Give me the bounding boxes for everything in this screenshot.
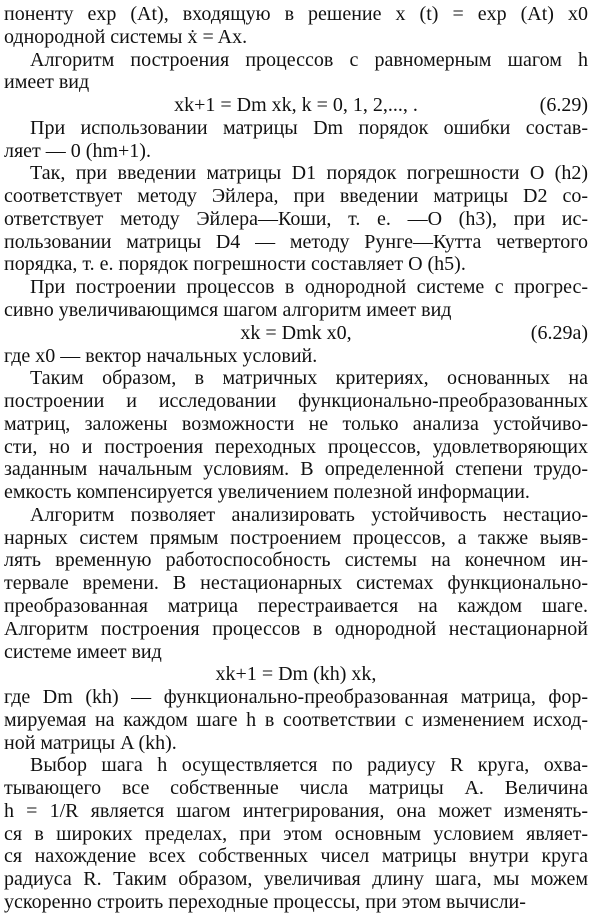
text-line: тервале времени. В нестационарных системах функционально- (4, 572, 588, 594)
equation-body: xk+1 = Dm (kh) xk, (215, 663, 377, 685)
text-line: построении и исследовании функционально-преобразованных (4, 390, 588, 412)
equation-body: xk+1 = Dm xk, k = 0, 1, 2,..., . (174, 94, 418, 116)
text-line: При использовании матрицы Dm порядок ошибки состав- (30, 117, 588, 139)
text-line: где x0 — вектор начальных условий. (4, 345, 318, 367)
equation-number: (6.29а) (530, 322, 588, 344)
text-line: радиуса R. Таким образом, увеличивая длину шага, мы можем (4, 868, 588, 890)
text-line: соответствует методу Эйлера, при введении матрицы D2 со- (4, 185, 588, 207)
text-line: ляет — 0 (hm+1). (4, 140, 151, 162)
text-line: ной матрицы A (kh). (4, 732, 177, 754)
text-line: Алгоритм построения процессов в однородной нестационарной (4, 618, 588, 640)
text-line: Алгоритм позволяет анализировать устойчивость нестацио- (30, 504, 588, 526)
text-line: При построении процессов в однородной системе с прогрес- (30, 276, 588, 298)
text-line: сти, но и построения переходных процессов, удовлетворяющих (4, 436, 588, 458)
text-line: порядка, т. е. порядок погрешности составляет O (h5). (4, 253, 466, 275)
text-line: имеет вид (4, 71, 90, 93)
text-line: пользовании матрицы D4 — методу Рунге—Кутта четвертого (4, 231, 588, 253)
text-line: Таким образом, в матричных критериях, основанных на (30, 367, 588, 389)
text-line: ответствует методу Эйлера—Коши, т. е. —O (h3), при ис- (4, 208, 588, 230)
equation-number: (6.29) (539, 94, 588, 116)
text-line: ся нахождение всех собственных чисел матрицы внутри круга (4, 845, 588, 867)
text-line: заданным начальным условиям. В определенной степени трудо- (4, 458, 588, 480)
equation-body: xk = Dmk x0, (240, 322, 352, 344)
text-line: тывающего все собственные числа матрицы A. Величина (4, 777, 588, 799)
text-line: нарных систем прямым построением процессов, а также выяв- (4, 527, 588, 549)
text-line: сивно увеличивающимся шагом алгоритм имеет вид (4, 299, 452, 321)
text-line: Алгоритм построения процессов с равномерным шагом h (30, 49, 588, 71)
text-line: мируемая на каждом шаге h в соответствии с изменением исход- (4, 709, 588, 731)
text-line: преобразованная матрица перестраивается на каждом шаге. (4, 595, 588, 617)
text-line: однородной системы ẋ = Ax. (4, 26, 248, 48)
text-line: лять временную работоспособность системы на конечном ин- (4, 549, 588, 571)
text-line: Так, при введении матрицы D1 порядок погрешности O (h2) (30, 162, 588, 184)
text-line: ускоренно строить переходные процессы, при этом вычисли- (4, 891, 526, 913)
text-line: Выбор шага h осуществляется по радиусу R круга, охва- (30, 754, 588, 776)
text-line: поненту exp (At), входящую в решение x (t) = exp (At) x0 (4, 3, 588, 25)
text-line: системе имеет вид (4, 641, 162, 663)
text-line: ся в широких пределах, при этом основным условием являет- (4, 823, 588, 845)
text-line: h = 1/R является шагом интегрирования, она может изменять- (4, 800, 588, 822)
text-line: матриц, заложены возможности не только анализа устойчиво- (4, 413, 588, 435)
text-line: где Dm (kh) — функционально-преобразованная матрица, фор- (4, 686, 588, 708)
text-line: емкость компенсируется увеличением полезной информации. (4, 481, 530, 503)
